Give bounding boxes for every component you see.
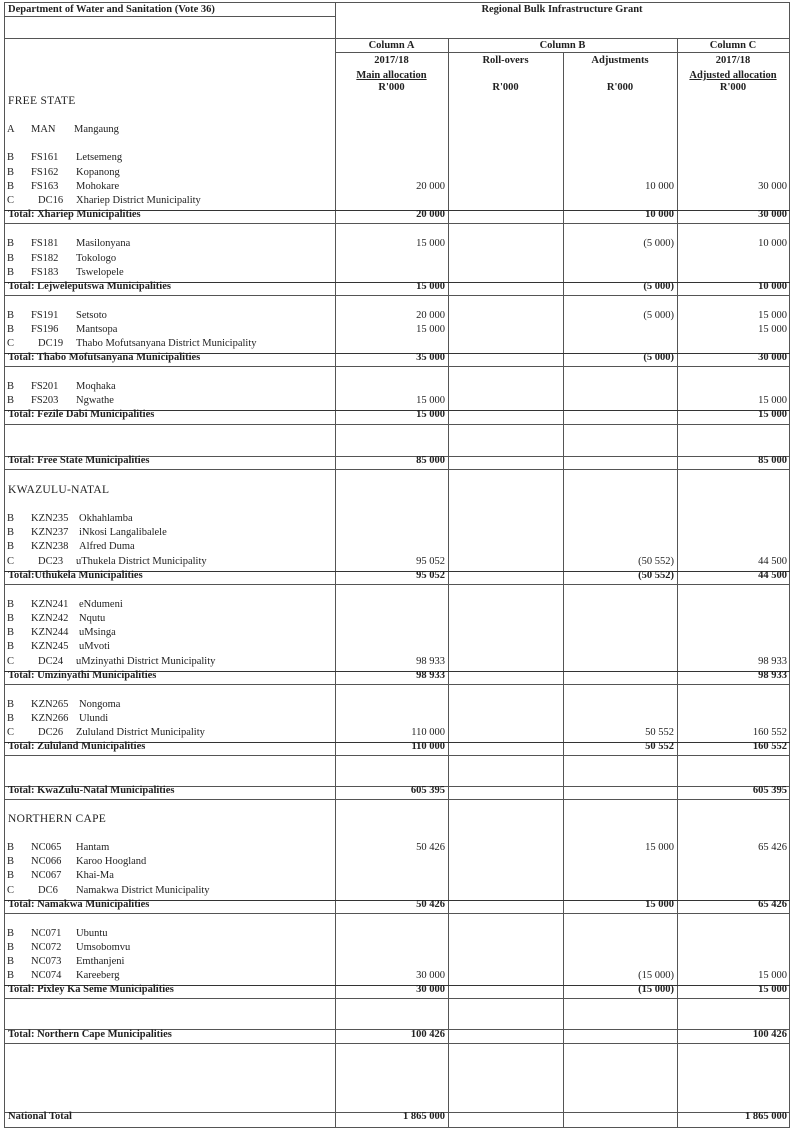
category-code: B bbox=[7, 167, 15, 178]
municipality-code: DC23 bbox=[38, 556, 64, 567]
rollovers-header: Roll-overs bbox=[482, 55, 529, 66]
category-code: C bbox=[7, 727, 15, 738]
municipality-code: FS162 bbox=[31, 167, 59, 178]
grid-line bbox=[4, 38, 790, 39]
grid-line bbox=[4, 998, 790, 999]
municipality-code: KZN242 bbox=[31, 613, 69, 624]
municipality-code: KZN244 bbox=[31, 627, 69, 638]
municipality-code: DC6 bbox=[38, 885, 58, 896]
adjusted-allocation-value: 85 000 bbox=[758, 455, 787, 466]
adjustment-value: 50 552 bbox=[645, 727, 674, 738]
category-code: C bbox=[7, 885, 15, 896]
adjusted-allocation-value: 1 865 000 bbox=[745, 1111, 787, 1122]
municipality-name: Mantsopa bbox=[76, 324, 118, 335]
municipality-name: Zululand District Municipality bbox=[76, 727, 205, 738]
grid-line bbox=[4, 684, 790, 685]
category-code: B bbox=[7, 381, 15, 392]
column-c-year: 2017/18 bbox=[715, 55, 751, 66]
main-allocation-value: 85 000 bbox=[416, 455, 445, 466]
unit-label: R'000 bbox=[378, 82, 405, 93]
column-b-header: Column B bbox=[539, 40, 586, 51]
adjusted-allocation-value: 100 426 bbox=[752, 1029, 787, 1040]
municipality-name: Kopanong bbox=[76, 167, 120, 178]
category-code: B bbox=[7, 956, 15, 967]
column-a-subtitle: Main allocation bbox=[356, 70, 427, 81]
column-c-subtitle: Adjusted allocation bbox=[689, 70, 777, 81]
adjusted-allocation-value: 15 000 bbox=[758, 984, 787, 995]
municipality-name: Ngwathe bbox=[76, 395, 114, 406]
municipality-code: FS183 bbox=[31, 267, 59, 278]
category-code: B bbox=[7, 395, 15, 406]
category-code: B bbox=[7, 513, 15, 524]
grid-line bbox=[677, 38, 678, 1128]
main-allocation-value: 98 933 bbox=[416, 656, 445, 667]
adjusted-allocation-value: 44 500 bbox=[758, 556, 787, 567]
total-label: Total: KwaZulu-Natal Municipalities bbox=[8, 785, 175, 796]
municipality-code: DC24 bbox=[38, 656, 64, 667]
municipality-code: NC073 bbox=[31, 956, 62, 967]
adjusted-allocation-value: 160 552 bbox=[752, 727, 787, 738]
municipality-name: Kareeberg bbox=[76, 970, 120, 981]
total-label: Total: Free State Municipalities bbox=[8, 455, 150, 466]
municipality-code: FS181 bbox=[31, 238, 59, 249]
adjusted-allocation-value: 605 395 bbox=[752, 785, 787, 796]
adjustment-value: (50 552) bbox=[638, 570, 674, 581]
grid-line bbox=[4, 1127, 790, 1128]
municipality-code: NC072 bbox=[31, 942, 62, 953]
unit-label: R'000 bbox=[606, 82, 634, 93]
grid-line bbox=[4, 2, 790, 3]
adjusted-allocation-value: 10 000 bbox=[758, 238, 787, 249]
main-allocation-value: 15 000 bbox=[416, 281, 445, 292]
main-allocation-value: 50 426 bbox=[416, 842, 445, 853]
municipality-code: NC065 bbox=[31, 842, 62, 853]
main-allocation-value: 110 000 bbox=[411, 741, 445, 752]
category-code: B bbox=[7, 942, 15, 953]
category-code: B bbox=[7, 856, 15, 867]
department-title: Department of Water and Sanitation (Vote 36) bbox=[8, 4, 215, 15]
province-heading: KWAZULU-NATAL bbox=[8, 484, 110, 496]
municipality-name: Thabo Mofutsanyana District Municipality bbox=[76, 338, 257, 349]
category-code: C bbox=[7, 556, 15, 567]
total-label: National Total bbox=[8, 1111, 72, 1122]
adjusted-allocation-value: 98 933 bbox=[758, 670, 787, 681]
adjusted-allocation-value: 30 000 bbox=[758, 181, 787, 192]
municipality-code: DC19 bbox=[38, 338, 64, 349]
category-code: B bbox=[7, 928, 15, 939]
main-allocation-value: 50 426 bbox=[416, 899, 445, 910]
adjustment-value: (5 000) bbox=[643, 310, 674, 321]
category-code: B bbox=[7, 870, 15, 881]
column-a-year: 2017/18 bbox=[374, 55, 409, 66]
municipality-name: Setsoto bbox=[76, 310, 107, 321]
municipality-code: KZN238 bbox=[31, 541, 69, 552]
category-code: B bbox=[7, 842, 15, 853]
municipality-code: FS201 bbox=[31, 381, 59, 392]
municipality-name: iNkosi Langalibalele bbox=[79, 527, 167, 538]
municipality-name: Xhariep District Municipality bbox=[76, 195, 201, 206]
grid-line bbox=[4, 799, 790, 800]
adjusted-allocation-value: 15 000 bbox=[758, 409, 787, 420]
main-allocation-value: 605 395 bbox=[410, 785, 445, 796]
adjusted-allocation-value: 30 000 bbox=[758, 352, 787, 363]
adjusted-allocation-value: 15 000 bbox=[758, 395, 787, 406]
municipality-name: Ubuntu bbox=[76, 928, 108, 939]
municipality-code: FS163 bbox=[31, 181, 59, 192]
municipality-name: Masilonyana bbox=[76, 238, 131, 249]
municipality-code: FS182 bbox=[31, 253, 59, 264]
category-code: C bbox=[7, 338, 15, 349]
municipality-code: KZN245 bbox=[31, 641, 69, 652]
municipality-code: MAN bbox=[31, 124, 56, 135]
category-code: B bbox=[7, 324, 15, 335]
category-code: B bbox=[7, 181, 15, 192]
total-label: Total: Pixley Ka Seme Municipalities bbox=[8, 984, 174, 995]
grid-line bbox=[4, 469, 790, 470]
municipality-code: DC26 bbox=[38, 727, 64, 738]
adjustment-value: 10 000 bbox=[645, 181, 674, 192]
municipality-name: Umsobomvu bbox=[76, 942, 131, 953]
municipality-code: KZN266 bbox=[31, 713, 69, 724]
municipality-name: eNdumeni bbox=[79, 599, 123, 610]
adjustment-value: (5 000) bbox=[643, 352, 674, 363]
main-allocation-value: 30 000 bbox=[416, 970, 445, 981]
main-allocation-value: 35 000 bbox=[416, 352, 445, 363]
municipality-name: Nongoma bbox=[79, 699, 121, 710]
municipality-code: NC071 bbox=[31, 928, 62, 939]
grid-line bbox=[4, 223, 790, 224]
category-code: B bbox=[7, 238, 15, 249]
municipality-code: NC066 bbox=[31, 856, 62, 867]
municipality-name: uThukela District Municipality bbox=[76, 556, 207, 567]
category-code: A bbox=[7, 124, 15, 135]
category-code: B bbox=[7, 627, 15, 638]
main-allocation-value: 15 000 bbox=[416, 395, 445, 406]
category-code: B bbox=[7, 613, 15, 624]
adjustment-value: 15 000 bbox=[645, 899, 674, 910]
adjusted-allocation-value: 30 000 bbox=[758, 209, 787, 220]
adjustments-header: Adjustments bbox=[591, 55, 649, 66]
grid-line bbox=[335, 52, 790, 53]
adjusted-allocation-value: 65 426 bbox=[758, 842, 787, 853]
total-label: Total: Thabo Mofutsanyana Municipalities bbox=[8, 352, 201, 363]
unit-label: R'000 bbox=[492, 82, 519, 93]
adjustment-value: 10 000 bbox=[645, 209, 674, 220]
municipality-name: Alfred Duma bbox=[79, 541, 135, 552]
grid-line bbox=[4, 584, 790, 585]
municipality-name: Tokologo bbox=[76, 253, 117, 264]
adjusted-allocation-value: 15 000 bbox=[758, 324, 787, 335]
adjusted-allocation-value: 98 933 bbox=[758, 656, 787, 667]
adjusted-allocation-value: 65 426 bbox=[758, 899, 787, 910]
municipality-name: Namakwa District Municipality bbox=[76, 885, 210, 896]
main-allocation-value: 95 052 bbox=[416, 570, 445, 581]
category-code: B bbox=[7, 970, 15, 981]
grid-line bbox=[4, 1043, 790, 1044]
municipality-name: Nqutu bbox=[79, 613, 106, 624]
column-c-header: Column C bbox=[709, 40, 757, 51]
grid-line bbox=[4, 16, 335, 17]
category-code: B bbox=[7, 152, 15, 163]
adjusted-allocation-value: 160 552 bbox=[752, 741, 787, 752]
grid-line bbox=[4, 295, 790, 296]
grid-line bbox=[4, 366, 790, 367]
total-label: Total: Fezile Dabi Municipalities bbox=[8, 409, 155, 420]
main-allocation-value: 1 865 000 bbox=[403, 1111, 445, 1122]
municipality-name: Karoo Hoogland bbox=[76, 856, 147, 867]
municipality-name: Ulundi bbox=[79, 713, 109, 724]
category-code: B bbox=[7, 713, 15, 724]
main-allocation-value: 15 000 bbox=[416, 324, 445, 335]
adjustment-value: 15 000 bbox=[645, 842, 674, 853]
municipality-name: uMvoti bbox=[79, 641, 110, 652]
category-code: B bbox=[7, 599, 15, 610]
total-label: Total: Lejweleputswa Municipalities bbox=[8, 281, 171, 292]
grid-line bbox=[4, 913, 790, 914]
main-allocation-value: 100 426 bbox=[410, 1029, 445, 1040]
municipality-code: KZN235 bbox=[31, 513, 69, 524]
grant-title: Regional Bulk Infrastructure Grant bbox=[481, 4, 643, 15]
total-label: Total: Namakwa Municipalities bbox=[8, 899, 150, 910]
category-code: B bbox=[7, 641, 15, 652]
total-label: Total: Northern Cape Municipalities bbox=[8, 1029, 172, 1040]
municipality-code: KZN265 bbox=[31, 699, 69, 710]
unit-label: R'000 bbox=[719, 82, 747, 93]
category-code: B bbox=[7, 253, 15, 264]
municipality-code: KZN241 bbox=[31, 599, 69, 610]
grid-line bbox=[789, 2, 790, 1128]
municipality-name: Mangaung bbox=[74, 124, 119, 135]
municipality-name: Tswelopele bbox=[76, 267, 124, 278]
municipality-code: FS161 bbox=[31, 152, 59, 163]
total-label: Total: Xhariep Municipalities bbox=[8, 209, 141, 220]
municipality-name: uMsinga bbox=[79, 627, 116, 638]
category-code: B bbox=[7, 699, 15, 710]
adjustment-value: (50 552) bbox=[638, 556, 674, 567]
category-code: B bbox=[7, 527, 15, 538]
province-heading: FREE STATE bbox=[8, 95, 76, 107]
municipality-name: Hantam bbox=[76, 842, 110, 853]
adjusted-allocation-value: 15 000 bbox=[758, 310, 787, 321]
category-code: B bbox=[7, 541, 15, 552]
municipality-code: FS191 bbox=[31, 310, 59, 321]
municipality-code: DC16 bbox=[38, 195, 64, 206]
total-label: Total:Uthukela Municipalities bbox=[8, 570, 143, 581]
grid-line bbox=[4, 755, 790, 756]
main-allocation-value: 20 000 bbox=[416, 310, 445, 321]
municipality-name: Emthanjeni bbox=[76, 956, 125, 967]
grid-line bbox=[4, 2, 5, 1128]
municipality-name: Moqhaka bbox=[76, 381, 116, 392]
municipality-name: uMzinyathi District Municipality bbox=[76, 656, 216, 667]
grid-line bbox=[4, 424, 790, 425]
grant-allocation-sheet bbox=[4, 2, 790, 1128]
category-code: C bbox=[7, 195, 15, 206]
category-code: B bbox=[7, 267, 15, 278]
municipality-code: NC074 bbox=[31, 970, 62, 981]
municipality-name: Mohokare bbox=[76, 181, 120, 192]
main-allocation-value: 15 000 bbox=[416, 409, 445, 420]
municipality-code: KZN237 bbox=[31, 527, 69, 538]
adjusted-allocation-value: 10 000 bbox=[758, 281, 787, 292]
total-label: Total: Zululand Municipalities bbox=[8, 741, 146, 752]
municipality-name: Khai-Ma bbox=[76, 870, 114, 881]
municipality-code: NC067 bbox=[31, 870, 62, 881]
adjustment-value: (5 000) bbox=[643, 238, 674, 249]
column-a-header: Column A bbox=[368, 40, 415, 51]
main-allocation-value: 20 000 bbox=[416, 181, 445, 192]
main-allocation-value: 110 000 bbox=[411, 727, 445, 738]
municipality-name: Okhahlamba bbox=[79, 513, 133, 524]
adjustment-value: (5 000) bbox=[643, 281, 674, 292]
adjustment-value: (15 000) bbox=[638, 970, 674, 981]
category-code: B bbox=[7, 310, 15, 321]
municipality-code: FS196 bbox=[31, 324, 59, 335]
municipality-name: Letsemeng bbox=[76, 152, 123, 163]
adjustment-value: (15 000) bbox=[638, 984, 674, 995]
municipality-code: FS203 bbox=[31, 395, 59, 406]
adjustment-value: 50 552 bbox=[645, 741, 674, 752]
main-allocation-value: 95 052 bbox=[416, 556, 445, 567]
main-allocation-value: 15 000 bbox=[416, 238, 445, 249]
grid-line bbox=[448, 38, 449, 1128]
adjusted-allocation-value: 44 500 bbox=[758, 570, 787, 581]
main-allocation-value: 98 933 bbox=[416, 670, 445, 681]
province-heading: NORTHERN CAPE bbox=[8, 813, 107, 825]
category-code: C bbox=[7, 656, 15, 667]
main-allocation-value: 20 000 bbox=[416, 209, 445, 220]
adjusted-allocation-value: 15 000 bbox=[758, 970, 787, 981]
main-allocation-value: 30 000 bbox=[416, 984, 445, 995]
total-label: Total: Umzinyathi Municipalities bbox=[8, 670, 157, 681]
